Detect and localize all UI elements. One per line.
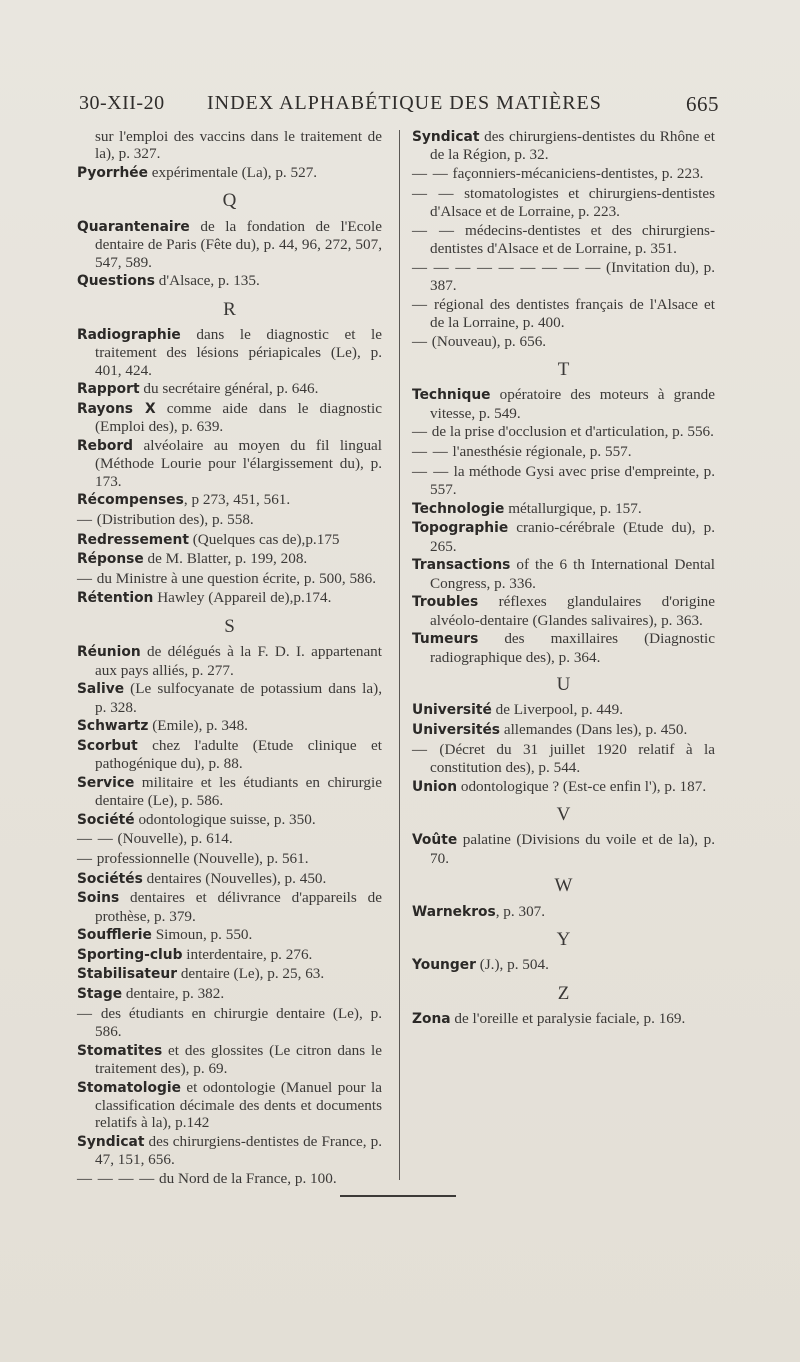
entry-text: la méthode Gysi avec prise d'empreinte, p. 557.	[430, 462, 716, 498]
index-entry	[77, 774, 382, 810]
index-entry	[412, 185, 715, 221]
entry-headword: Transactions	[412, 557, 511, 574]
entry-headword: Sporting-club	[77, 946, 183, 963]
entry-text: chez l'adulte (Etude clinique et pathogénique du), p. 88.	[95, 736, 382, 773]
index-entry	[77, 643, 382, 679]
entry-text: (Quelques cas de),p.175	[188, 530, 340, 548]
index-entry	[77, 1170, 382, 1188]
entry-text: (Le sulfocyanate de potassium dans la), p. 328.	[95, 680, 382, 716]
entry-text: du Ministre à une question écrite, p. 500, 586.	[93, 569, 377, 587]
entry-headword: Société	[77, 811, 135, 828]
index-entry	[412, 222, 715, 258]
index-entry	[77, 400, 382, 436]
entry-headword: Redressement	[77, 531, 189, 548]
section-letter: Y	[556, 929, 571, 951]
entry-text: régional des dentistes français de l'Alsace et de la Lorraine, p. 400.	[428, 295, 715, 331]
index-entry	[77, 926, 382, 944]
entry-headword: — —	[412, 444, 449, 460]
index-entry	[77, 550, 382, 568]
index-entry	[412, 721, 715, 739]
entry-headword: Voûte	[412, 832, 458, 849]
entry-headword: — —	[412, 185, 455, 202]
index-entry	[412, 165, 715, 183]
entry-text: dentaires (Nouvelles), p. 450.	[142, 869, 327, 887]
index-entry	[77, 830, 382, 848]
entry-text: (Distribution des), p. 558.	[93, 511, 254, 529]
entry-headword: Technique	[412, 387, 491, 404]
section-letter: S	[224, 615, 235, 637]
entry-text: comme aide dans le diagnostic (Emploi des), p. 639.	[95, 400, 382, 436]
entry-text: et odontologie (Manuel pour la classification décimale des dents et documents relatifs à la), p.142	[95, 1078, 382, 1132]
index-entry	[77, 589, 382, 607]
index-entry	[77, 272, 382, 290]
index-entry	[77, 380, 382, 398]
entry-headword: Topographie	[412, 520, 509, 537]
entry-text: Simoun, p. 550.	[151, 926, 253, 944]
entry-text: Hawley (Appareil de),p.174.	[153, 589, 332, 607]
entry-text: des maxillaires (Diagnostic radiographique des), p. 364.	[430, 630, 715, 666]
index-entry	[412, 519, 715, 555]
entry-text: dans le diagnostic et le traitement des lésions périapicales (Le), p. 401, 424.	[95, 326, 382, 379]
index-entry	[77, 717, 382, 735]
index-entry	[412, 1010, 715, 1028]
entry-headword: Stomatologie	[77, 1079, 181, 1096]
entry-headword: Zona	[412, 1011, 451, 1028]
entry-text: (Nouveau), p. 656.	[428, 332, 547, 350]
index-entry	[412, 831, 715, 867]
entry-text: du Nord de la France, p. 100.	[155, 1169, 337, 1187]
entry-headword: Radiographie	[77, 327, 181, 344]
entry-text: de M. Blatter, p. 199, 208.	[143, 550, 308, 568]
index-entry	[77, 326, 382, 379]
entry-headword: Sociétés	[77, 870, 143, 887]
entry-headword: —	[412, 741, 428, 758]
index-entry	[412, 741, 715, 777]
section-letter: V	[556, 804, 571, 825]
entry-text: réflexes glandulaires d'origine alvéolo-dentaire (Glandes salivaires), p. 363.	[430, 593, 715, 629]
entry-headword: Soufflerie	[77, 927, 152, 944]
entry-headword: Scorbut	[77, 737, 138, 754]
entry-headword: Pyorrhée	[77, 165, 148, 181]
left-column	[77, 128, 382, 1190]
page-number: 665	[686, 92, 719, 116]
entry-headword: Rayons X	[77, 401, 156, 418]
entry-text: (Invitation du), p. 387.	[430, 258, 716, 294]
index-entry	[77, 1079, 382, 1132]
entry-text: opératoire des moteurs à grande vitesse, p. 549.	[430, 386, 715, 422]
entry-text: métallurgique, p. 157.	[504, 499, 642, 517]
entry-headword: Soins	[77, 890, 120, 907]
entry-headword: Récompenses	[77, 492, 184, 509]
index-entry	[77, 1042, 382, 1078]
index-entry	[412, 296, 715, 332]
entry-headword: —	[412, 296, 428, 313]
index-entry	[412, 701, 715, 719]
entry-headword: Salive	[77, 681, 125, 698]
entry-headword: Union	[412, 778, 458, 795]
entry-text: cranio-cérébrale (Etude du), p. 265.	[430, 519, 715, 555]
index-entry	[412, 443, 715, 461]
entry-text: stomatologistes et chirurgiens-dentistes d'Alsace et de Lorraine, p. 223.	[430, 184, 716, 220]
entry-headword: Quarantenaire	[77, 218, 190, 235]
index-entry-continued: sur l'emploi des vaccins dans le traitement de la), p. 327.	[95, 128, 382, 163]
index-entry	[412, 630, 715, 666]
index-entry	[77, 889, 382, 925]
index-entry	[412, 463, 715, 499]
index-entry	[412, 556, 715, 592]
running-header	[79, 92, 719, 122]
index-entry	[77, 164, 382, 182]
index-entry	[412, 903, 715, 921]
entry-text: de la prise d'occlusion et d'articulation, p. 556.	[428, 423, 714, 441]
entry-headword: —	[77, 851, 93, 867]
entry-headword: —	[77, 1005, 93, 1022]
entry-headword: Younger	[412, 957, 476, 974]
entry-headword: Rétention	[77, 590, 154, 607]
entry-text: de Liverpool, p. 449.	[491, 701, 623, 719]
index-entry	[77, 218, 382, 271]
section-letter: W	[554, 875, 573, 897]
index-entry	[77, 811, 382, 829]
index-entry	[412, 128, 715, 164]
entry-text: façonniers-mécaniciens-dentistes, p. 223.	[448, 165, 704, 182]
entry-headword: Université	[412, 702, 492, 719]
entry-text: d'Alsace, p. 135.	[154, 272, 260, 290]
index-entry	[77, 531, 382, 549]
end-rule	[340, 1195, 456, 1197]
entry-text: des étudiants en chirurgie dentaire (Le), p. 586.	[93, 1004, 382, 1040]
entry-text: dentaire, p. 382.	[122, 984, 225, 1002]
entry-headword: — —	[412, 166, 449, 182]
index-entry	[412, 386, 715, 422]
index-entry	[77, 946, 382, 964]
entry-headword: Réponse	[77, 551, 144, 568]
index-entry	[412, 956, 715, 974]
header-title: INDEX ALPHABÉTIQUE DES MATIÈRES	[207, 92, 602, 114]
entry-text: allemandes (Dans les), p. 450.	[500, 721, 688, 738]
entry-headword: Rebord	[77, 438, 134, 455]
entry-text: odontologique ? (Est-ce enfin l'), p. 187.	[457, 777, 707, 795]
entry-headword: — —	[412, 222, 455, 239]
entry-headword: Warnekros	[412, 903, 496, 920]
index-entry	[77, 985, 382, 1003]
entry-text: dentaires et délivrance d'appareils de prothèse, p. 379.	[95, 889, 382, 925]
entry-text: de délégués à la F. D. I. appartenant aux pays alliés, p. 277.	[95, 643, 382, 679]
entry-text: des chirurgiens-dentistes du Rhône et de la Région, p. 32.	[430, 128, 715, 164]
index-entry	[412, 333, 715, 351]
entry-text: , p 273, 451, 561.	[183, 491, 291, 509]
section-letter: R	[223, 298, 236, 320]
entry-text: des chirurgiens-dentistes de France, p. 47, 151, 656.	[95, 1132, 382, 1169]
entry-headword: Troubles	[412, 594, 479, 611]
index-entry	[77, 965, 382, 983]
index-entry	[77, 511, 382, 529]
entry-text: et des glossites (Le citron dans le traitement des), p. 69.	[95, 1041, 382, 1077]
index-entry	[77, 1005, 382, 1041]
entry-headword: — —	[77, 831, 114, 848]
entry-text: palatine (Divisions du voile et de la), p. 70.	[430, 831, 715, 867]
entry-text: de l'oreille et paralysie faciale, p. 169.	[450, 1010, 686, 1028]
entry-text: , p. 307.	[495, 902, 546, 920]
entry-text: professionnelle (Nouvelle), p. 561.	[93, 850, 309, 867]
entry-text: (Nouvelle), p. 614.	[113, 830, 233, 848]
entry-headword: —	[412, 333, 428, 350]
entry-text: odontologique suisse, p. 350.	[134, 810, 316, 828]
entry-text: de la fondation de l'Ecole dentaire de Paris (Fête du), p. 44, 96, 272, 507, 547, 589.	[95, 217, 382, 271]
entry-headword: Tumeurs	[412, 631, 479, 648]
entry-headword: Réunion	[77, 644, 141, 661]
index-entry	[77, 1133, 382, 1169]
index-entry	[412, 259, 715, 295]
right-column	[412, 128, 715, 1030]
entry-text: expérimentale (La), p. 527.	[148, 164, 318, 181]
index-entry	[77, 570, 382, 588]
index-entry	[77, 491, 382, 509]
section-letter: Z	[557, 982, 570, 1004]
entry-text: (Décret du 31 juillet 1920 relatif à la constitution des), p. 544.	[428, 740, 715, 776]
index-entry	[412, 500, 715, 518]
entry-headword: Stage	[77, 985, 123, 1002]
entry-headword: — —	[412, 463, 450, 480]
section-letter: U	[556, 674, 571, 695]
entry-text: (J.), p. 504.	[475, 956, 549, 974]
index-entry	[412, 778, 715, 796]
index-entry	[77, 737, 382, 773]
header-date: 30-XII-20	[79, 92, 165, 114]
entry-text: militaire et les étudiants en chirurgie dentaire (Le), p. 586.	[95, 773, 382, 810]
entry-text: l'anesthésie régionale, p. 557.	[448, 443, 632, 460]
entry-text: du secrétaire général, p. 646.	[139, 380, 319, 398]
entry-text: dentaire (Le), p. 25, 63.	[177, 965, 325, 983]
section-letter: Q	[222, 190, 237, 212]
entry-headword: —	[77, 512, 93, 529]
index-entry	[77, 850, 382, 868]
index-entry	[412, 423, 715, 441]
entry-text: alvéolaire au moyen du fil lingual (Méthode Lourie pour l'élargissement du), p. 173.	[95, 437, 382, 490]
index-entry	[77, 680, 382, 716]
index-entry	[412, 593, 715, 629]
entry-text: (Emile), p. 348.	[148, 717, 248, 735]
entry-headword: Schwartz	[77, 718, 149, 735]
entry-headword: Rapport	[77, 381, 140, 398]
entry-headword: — — — — — — — — —	[412, 259, 602, 276]
entry-headword: —	[412, 424, 428, 441]
entry-headword: Syndicat	[77, 1133, 145, 1150]
entry-headword: Stomatites	[77, 1042, 163, 1059]
section-letter: T	[557, 359, 570, 380]
column-divider	[399, 130, 400, 1180]
entry-headword: —	[77, 570, 93, 587]
entry-headword: — — — —	[77, 1170, 156, 1187]
index-entry	[77, 437, 382, 490]
entry-text: médecins-dentistes et des chirurgiens-dentistes d'Alsace et de Lorraine, p. 351.	[430, 221, 716, 257]
entry-headword: Technologie	[412, 500, 505, 517]
entry-headword: Questions	[77, 273, 155, 290]
entry-text: of the 6 th International Dental Congress, p. 336.	[430, 556, 715, 592]
entry-headword: Stabilisateur	[77, 966, 178, 983]
entry-headword: Service	[77, 774, 135, 791]
entry-headword: Universités	[412, 722, 501, 738]
index-entry	[77, 870, 382, 888]
entry-text: interdentaire, p. 276.	[182, 945, 313, 963]
entry-headword: Syndicat	[412, 129, 480, 145]
